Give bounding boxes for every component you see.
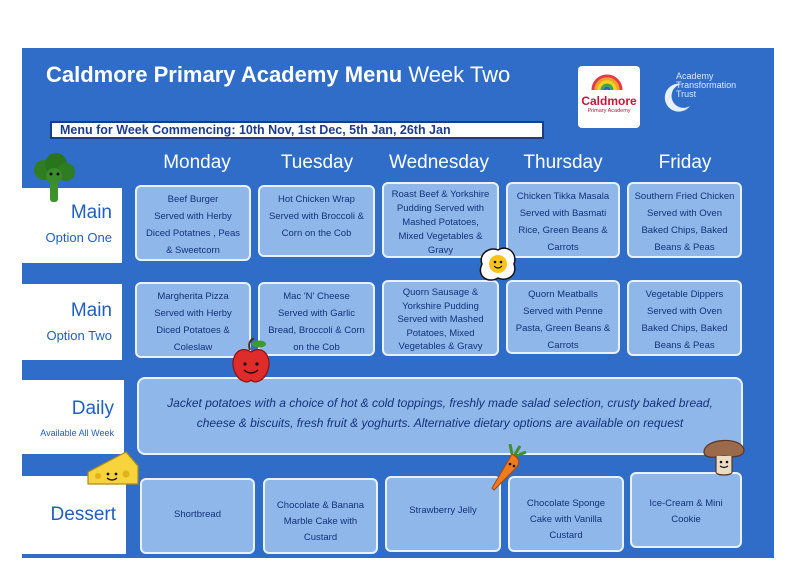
menu-cell-dessert-friday: Ice-Cream & Mini Cookie — [630, 472, 742, 548]
day-header-tuesday: Tuesday — [280, 152, 354, 173]
row-label-main-option-two: Main Option Two — [22, 284, 122, 360]
mushroom-icon — [702, 432, 746, 476]
row-label-dessert: Dessert — [22, 476, 126, 554]
menu-cell-main2-friday: Vegetable Dippers Served with Oven Baked Chips, Baked Beans & Peas — [627, 280, 742, 356]
menu-cell-main1-wednesday: Roast Beef & Yorkshire Pudding Served with Mashed Potatoes, Mixed Vegetables & Gravy — [382, 182, 499, 258]
menu-cell-main2-tuesday: Mac 'N' Cheese Served with Garlic Bread, Broccoli & Corn on the Cob — [258, 282, 375, 356]
daily-options-panel: Jacket potatoes with a choice of hot & cold toppings, freshly made salad selection, crusty baked bread, cheese & biscuits, fresh fruit & yoghurts. Alternative dietary options are available on request — [137, 377, 743, 455]
menu-cell-dessert-tuesday: Chocolate & Banana Marble Cake with Custard — [263, 478, 378, 554]
trust-logo-text: Academy Transformation Trust — [676, 71, 737, 99]
menu-cell-main2-thursday: Quorn Meatballs Served with Penne Pasta, Green Beans & Carrots — [506, 280, 620, 354]
cheese-icon — [86, 446, 140, 490]
day-header-thursday: Thursday — [523, 152, 603, 173]
school-logo-sub: Primary Academy — [587, 108, 631, 114]
day-header-friday: Friday — [658, 152, 712, 173]
apple-icon — [228, 338, 274, 386]
menu-cell-main1-thursday: Chicken Tikka Masala Served with Basmati Rice, Green Beans & Carrots — [506, 182, 620, 258]
fried-egg-icon — [476, 244, 520, 284]
menu-cell-main2-monday: Margherita Pizza Served with Herby Diced Potatoes & Coleslaw — [135, 282, 251, 358]
menu-cell-dessert-thursday: Chocolate Sponge Cake with Vanilla Custard — [508, 476, 624, 552]
menu-cell-dessert-monday: Shortbread — [140, 478, 255, 554]
school-logo-name: Caldmore — [581, 94, 637, 108]
row-label-daily: Daily Available All Week — [22, 380, 124, 454]
school-logo — [578, 66, 640, 128]
week-commencing-bar: Menu for Week Commencing: 10th Nov, 1st Dec, 5th Jan, 26th Jan — [50, 121, 544, 139]
day-header-wednesday: Wednesday — [389, 152, 489, 173]
day-header-monday: Monday — [163, 152, 231, 173]
menu-cell-dessert-wednesday: Strawberry Jelly — [385, 476, 501, 552]
carrot-icon — [488, 444, 528, 492]
menu-cell-main1-friday: Southern Fried Chicken Served with Oven Baked Chips, Baked Beans & Peas — [627, 182, 742, 258]
broccoli-icon — [30, 152, 78, 206]
menu-cell-main1-monday: Beef Burger Served with Herby Diced Potatnes , Peas & Sweetcorn — [135, 185, 251, 261]
row-label-main-option-one: Main Option One — [22, 188, 122, 263]
rainbow-icon — [591, 72, 623, 90]
menu-cell-main1-tuesday: Hot Chicken Wrap Served with Broccoli & Corn on the Cob — [258, 185, 375, 257]
menu-cell-main2-wednesday: Quorn Sausage & Yorkshire Pudding Served with Mashed Potatoes, Mixed Vegetables & Gravy — [382, 280, 499, 356]
page-title: Caldmore Primary Academy Menu Week Two — [46, 62, 511, 87]
